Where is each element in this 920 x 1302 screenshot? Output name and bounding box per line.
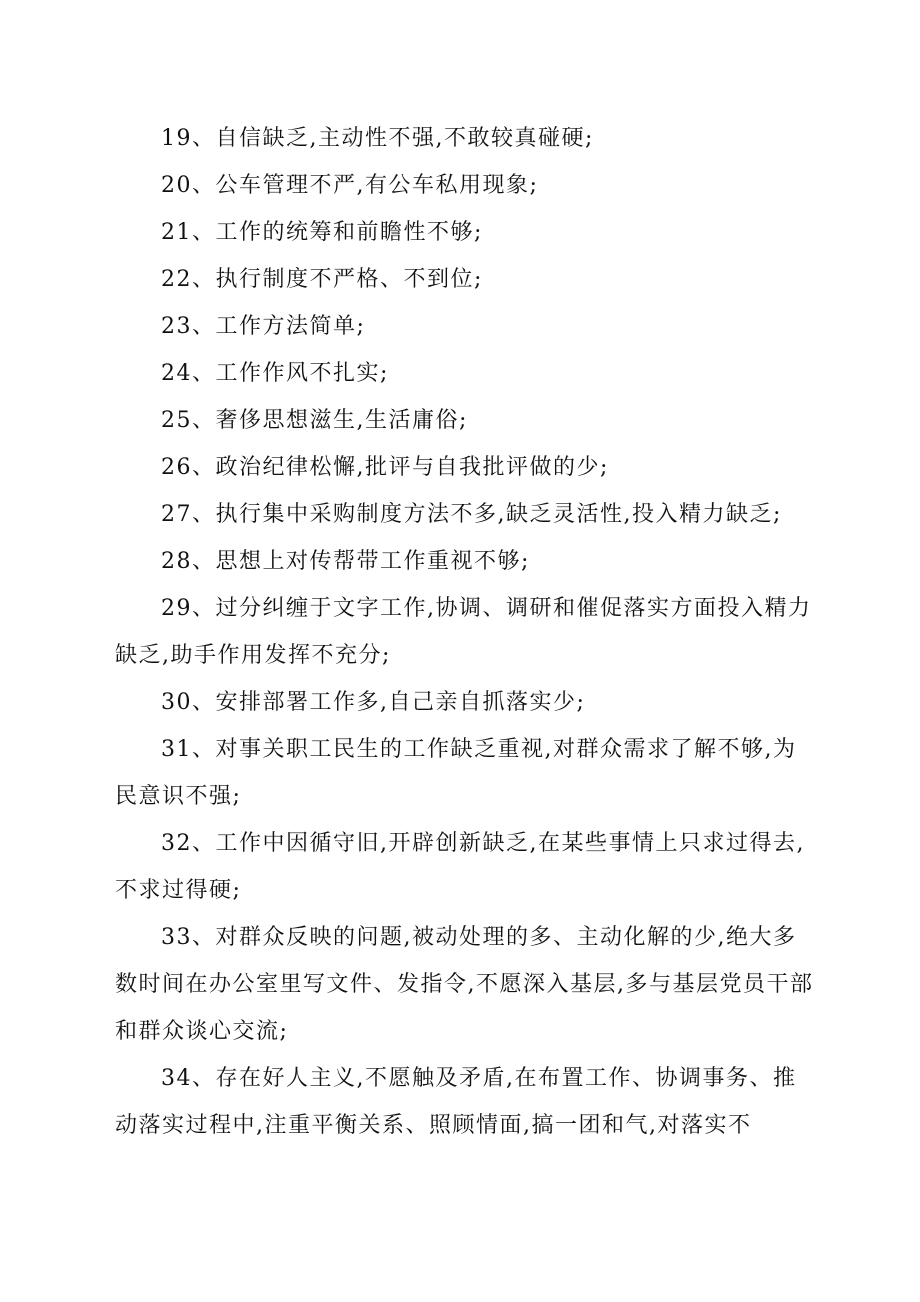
list-item-30: 30、安排部署工作多,自己亲自抓落实少; [161, 690, 586, 715]
list-item-33: 33、对群众反映的问题,被动处理的多、主动化解的少,绝大多数时间在办公室里写文件、发指令,不愿深入基层,多与基层党员干部和群众谈心交流; [115, 925, 814, 1044]
list-item-20: 20、公车管理不严,有公车私用现象; [161, 173, 539, 198]
list-item-29: 29、过分纠缠于文字工作,协调、调研和催促落实方面投入精力缺乏,助手作用发挥不充分; [115, 596, 812, 668]
list-item-19: 19、自信缺乏,主动性不强,不敢较真碰硬; [161, 126, 594, 151]
list-item-32: 32、工作中因循守旧,开辟创新缺乏,在某些事情上只求过得去,不求过得硬; [115, 831, 805, 903]
list-item-23: 23、工作方法简单; [161, 314, 366, 339]
list-item-24: 24、工作作风不扎实; [161, 361, 389, 386]
list-item-28: 28、思想上对传帮带工作重视不够; [161, 549, 530, 574]
document-body [115, 115, 815, 1149]
list-item-25: 25、奢侈思想滋生,生活庸俗; [161, 408, 468, 433]
list-item-34: 34、存在好人主义,不愿触及矛盾,在布置工作、协调事务、推动落实过程中,注重平衡关系、照顾情面,搞一团和气,对落实不 [115, 1066, 797, 1138]
list-item-31: 31、对事关职工民生的工作缺乏重视,对群众需求了解不够,为民意识不强; [115, 737, 797, 809]
list-item-27: 27、执行集中采购制度方法不多,缺乏灵活性,投入精力缺乏; [161, 502, 782, 527]
list-item-26: 26、政治纪律松懈,批评与自我批评做的少; [161, 455, 609, 480]
list-item-22: 22、执行制度不严格、不到位; [161, 267, 483, 292]
list-item-21: 21、工作的统筹和前瞻性不够; [161, 220, 483, 245]
